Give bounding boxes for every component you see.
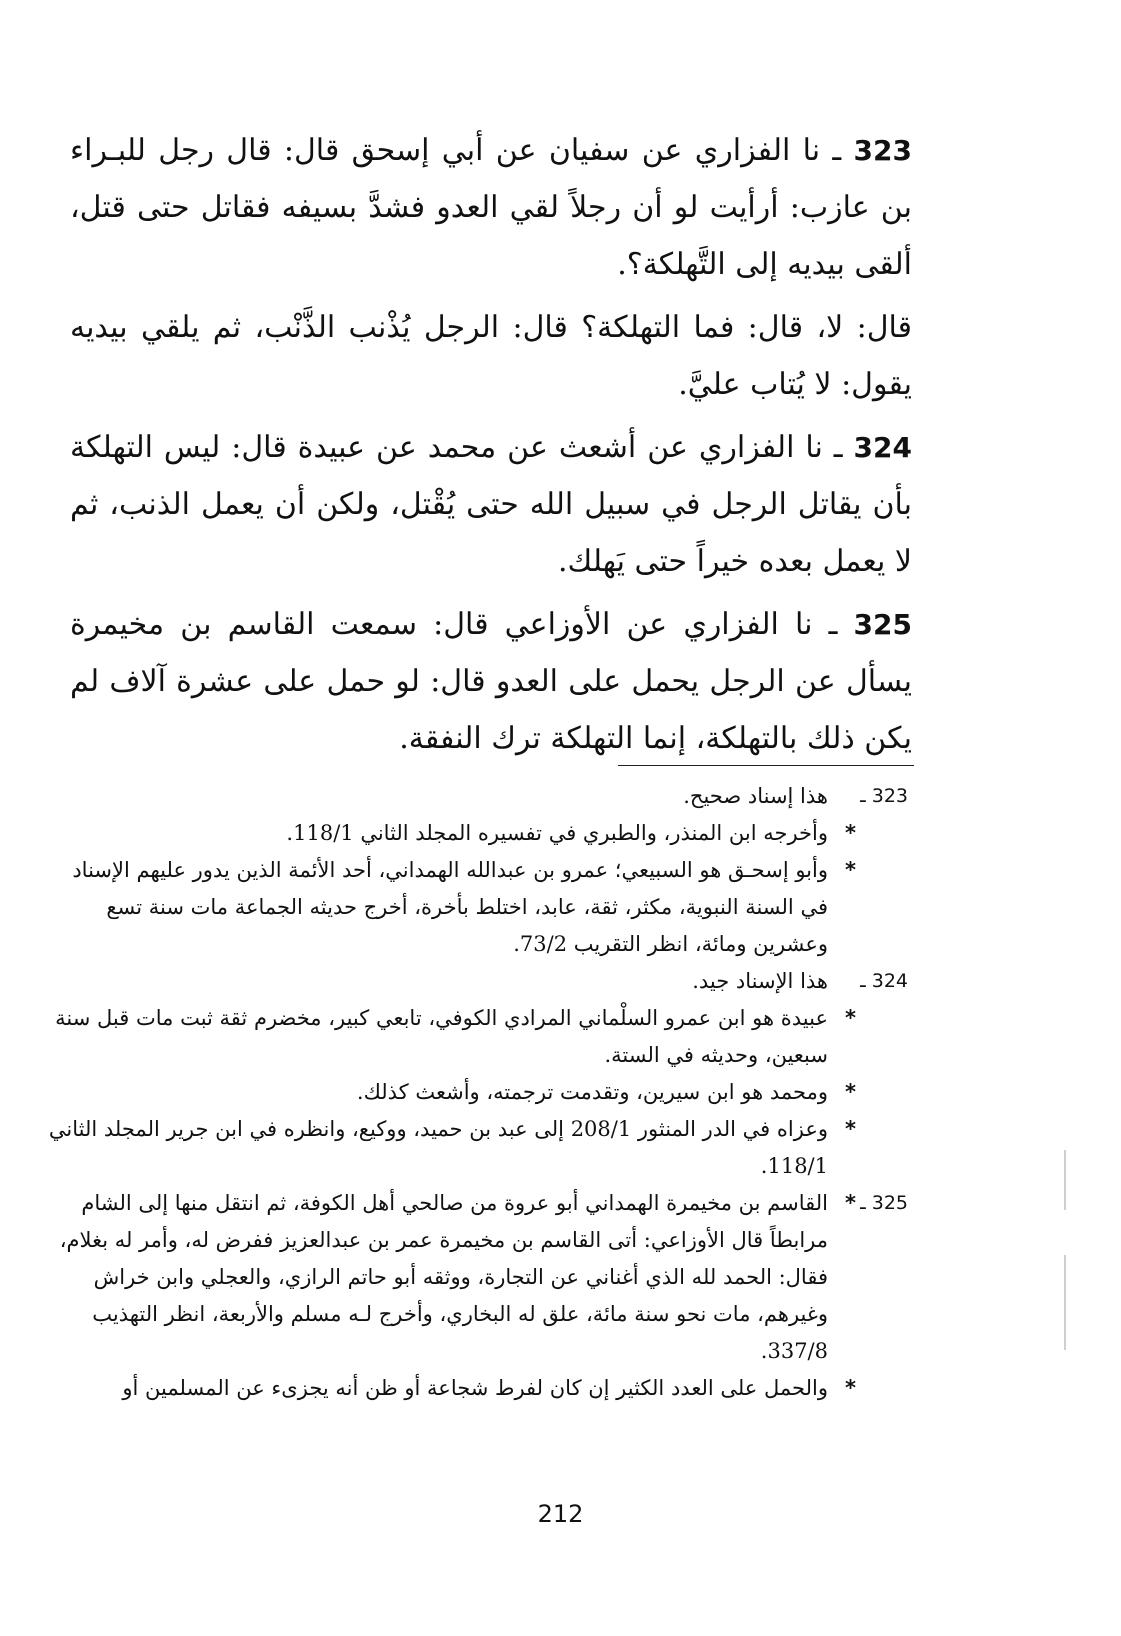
hadith-number: 325 (853, 608, 912, 641)
note-text: وأبو إسحـق هو السبيعي؛ عمرو بن عبدالله الهمداني، أحد الأئمة الذين يدور عليهم الإسناد في السنة النبوية، مكثر، ثقة، عابد، اختلط بأخرة، أخرج حديثه الجماعة مات سنة تسع وعشرين ومائة، انظر التقريب 73/2. (72, 858, 828, 956)
asterisk-icon: * (845, 821, 856, 845)
note-324-bullet-2 (48, 1074, 908, 1111)
note-text: وعزاه في الدر المنثور 208/1 إلى عبد بن حميد، ووكيع، وانظره في ابن جرير المجلد الثاني 118/1. (48, 1117, 828, 1178)
note-325-bullet-1 (48, 1185, 908, 1370)
note-text: هذا إسناد صحيح. (683, 784, 828, 808)
asterisk-icon: * (845, 1006, 856, 1030)
scan-margin-mark (1064, 1255, 1066, 1350)
note-324-head (48, 963, 908, 1000)
hadith-text: ـ نا الفزاري عن أشعث عن محمد عن عبيدة قال: ليس التهلكة بأن يقاتل الرجل في سبيل الله حتى يُقْتل، ولكن أن يعمل الذنب، ثم لا يعمل بعده خيراً حتى يَهلك. (70, 430, 912, 579)
asterisk-icon: * (845, 858, 856, 882)
page-number: 212 (537, 1500, 584, 1528)
note-number: 324 ـ (860, 970, 908, 992)
footnotes (48, 778, 908, 1407)
note-text: عبيدة هو ابن عمرو السلْماني المرادي الكوفي، تابعي كبير، مخضرم ثقة ثبت مات قبل سنة سبعين، وحديثه في الستة. (55, 1006, 828, 1067)
asterisk-icon: * (845, 1376, 856, 1400)
note-324-bullet-1 (48, 1000, 908, 1074)
note-323-bullet-2 (48, 852, 908, 963)
hadith-325 (70, 596, 912, 767)
asterisk-icon: * (845, 1080, 856, 1104)
note-324-bullet-3 (48, 1111, 908, 1185)
hadith-text: ـ نا الفزاري عن سفيان عن أبي إسحق قال: قال رجل للبـراء بن عازب: أرأيت لو أن رجلاً لقي العدو فشدَّ بسيفه فقاتل حتى قتل، ألقى بيديه إلى التَّهلكة؟. (70, 133, 912, 282)
main-text (70, 122, 912, 773)
hadith-number: 323 (853, 134, 912, 167)
hadith-323-continued: قال: لا، قال: فما التهلكة؟ قال: الرجل يُذْنب الذَّنْب، ثم يلقي بيديه يقول: لا يُتاب عليَّ. (70, 310, 912, 402)
asterisk-icon: * (845, 1191, 856, 1215)
footnote-divider (618, 765, 914, 766)
scan-margin-mark (1064, 1150, 1066, 1210)
note-number: 323 ـ (860, 785, 908, 807)
note-text: القاسم بن مخيمرة الهمداني أبو عروة من صالحي أهل الكوفة، ثم انتقل منها إلى الشام مرابطاً قال الأوزاعي: أتى القاسم بن مخيمرة عمر بن عبدالعزيز ففرض له، وأمر له بغلام، فقال: الحمد لله الذي أغناني عن التجارة، ووثقه أبو حاتم الرازي، والعجلي وابن خراش وغيرهم، مات نحو سنة مائة، علق له البخاري، وأخرج لـه مسلم والأربعة، انظر التهذيب 337/8. (59, 1191, 828, 1363)
hadith-324 (70, 419, 912, 590)
hadith-text: ـ نا الفزاري عن الأوزاعي قال: سمعت القاسم بن مخيمرة يسأل عن الرجل يحمل على العدو قال: لو حمل على عشرة آلاف لم يكن ذلك بالتهلكة، إنما التهلكة ترك النفقة. (70, 607, 912, 756)
note-number: 325 ـ (860, 1192, 908, 1214)
note-323-head (48, 778, 908, 815)
note-text: والحمل على العدد الكثير إن كان لفرط شجاعة أو ظن أنه يجزىء عن المسلمين أو (122, 1376, 828, 1400)
note-323-bullet-1 (48, 815, 908, 852)
note-text: وأخرجه ابن المنذر، والطبري في تفسيره المجلد الثاني 118/1. (286, 821, 828, 845)
note-325-bullet-2 (48, 1370, 908, 1407)
note-text: هذا الإسناد جيد. (692, 969, 828, 993)
asterisk-icon: * (845, 1117, 856, 1141)
hadith-323 (70, 122, 912, 293)
hadith-number: 324 (853, 431, 912, 464)
note-text: ومحمد هو ابن سيرين، وتقدمت ترجمته، وأشعث كذلك. (356, 1080, 828, 1104)
